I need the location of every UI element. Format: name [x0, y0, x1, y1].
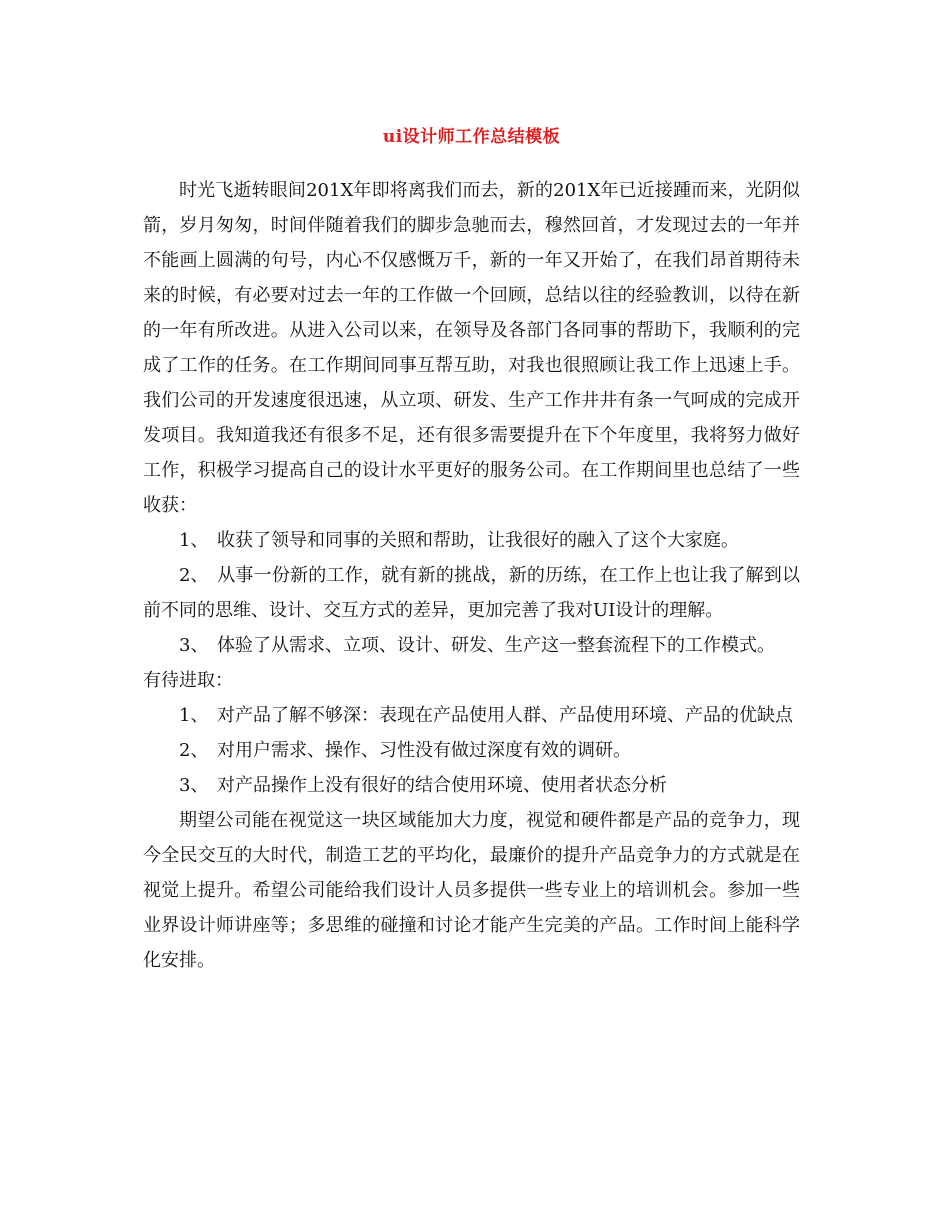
- improve-number-3: 3、: [179, 775, 209, 796]
- gain-item-1: [143, 523, 800, 558]
- gain-number-3: 3、: [179, 635, 209, 656]
- improve-heading: 有待进取：: [143, 670, 233, 691]
- gain-text-3: 体验了从需求、立项、设计、研发、生产这一整套流程下的工作模式。: [217, 635, 775, 656]
- improve-item-1: [143, 698, 800, 733]
- improve-item-3: [143, 768, 800, 803]
- improve-text-3: 对产品操作上没有很好的结合使用环境、使用者状态分析: [217, 775, 667, 796]
- gain-item-3: [143, 628, 800, 663]
- document-title: ui设计师工作总结模板: [382, 127, 561, 147]
- gain-number-1: 1、: [179, 530, 209, 551]
- improve-text-2: 对用户需求、操作、习性没有做过深度有效的调研。: [217, 740, 631, 761]
- intro-paragraph: 时光飞逝转眼间201X年即将离我们而去，新的201X年已近接踵而来，光阴似箭，岁月匆匆，时间伴随着我们的脚步急驰而去，穆然回首，才发现过去的一年并不能画上圆满的句号，内心不仅感慨万千，新的一年又开始了，在我们昂首期待未来的时候，有必要对过去一年的工作做一个回顾，总结以往的经验教训，以待在新的一年有所改进。从进入公司以来，在领导及各部门各同事的帮助下，我顺利的完成了工作的任务。在工作期间同事互帮互助，对我也很照顾让我工作上迅速上手。我们公司的开发速度很迅速，从立项、研发、生产工作井井有条一气呵成的完成开发项目。我知道我还有很多不足，还有很多需要提升在下个年度里，我将努力做好工作，积极学习提高自己的设计水平更好的服务公司。在工作期间里也总结了一些收获：: [143, 180, 800, 516]
- document-body: [143, 173, 800, 978]
- improve-number-2: 2、: [179, 740, 209, 761]
- improve-text-1: 对产品了解不够深：表现在产品使用人群、产品使用环境、产品的优缺点: [217, 705, 793, 726]
- closing-paragraph: 期望公司能在视觉这一块区域能加大力度，视觉和硬件都是产品的竞争力，现今全民交互的大时代，制造工艺的平均化，最廉价的提升产品竞争力的方式就是在视觉上提升。希望公司能给我们设计人员多提供一些专业上的培训机会。参加一些业界设计师讲座等；多思维的碰撞和讨论才能产生完美的产品。工作时间上能科学化安排。: [143, 810, 800, 971]
- gain-number-2: 2、: [179, 565, 209, 586]
- gain-text-2: 从事一份新的工作，就有新的挑战，新的历练，在工作上也让我了解到以前不同的思维、设计、交互方式的差异，更加完善了我对UI设计的理解。: [143, 565, 800, 621]
- improve-number-1: 1、: [179, 705, 209, 726]
- improve-item-2: [143, 733, 800, 768]
- gain-item-2: [143, 558, 800, 628]
- gain-text-1: 收获了领导和同事的关照和帮助，让我很好的融入了这个大家庭。: [217, 530, 739, 551]
